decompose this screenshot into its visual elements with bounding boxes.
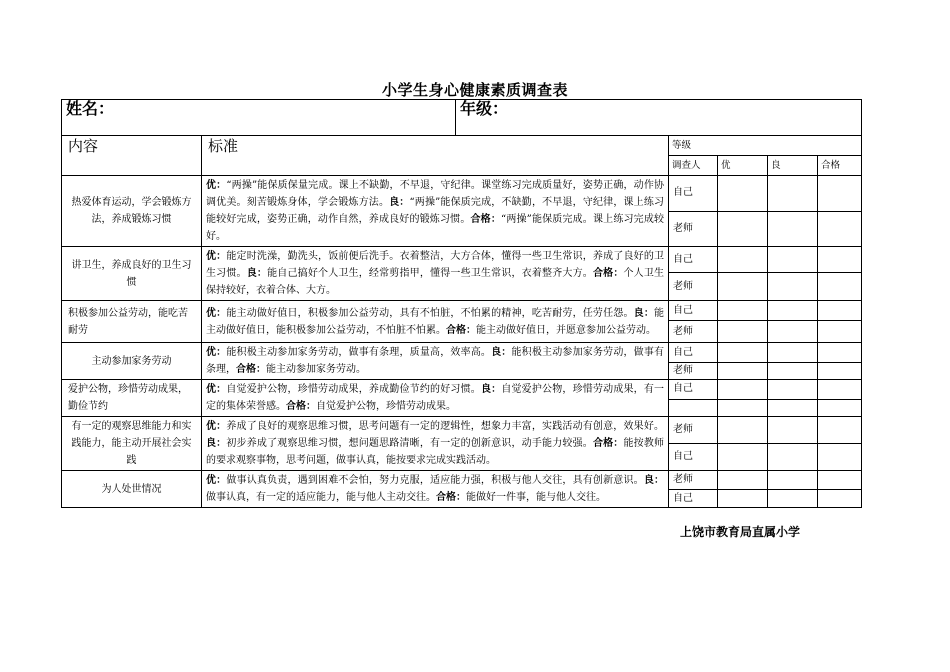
standard-level-key: 优： [206,475,227,486]
standard-text: 初步养成了观察思维习惯，想问题思路清晰，有一定的创新意识，动手能力较强。 [226,438,593,449]
standard-text: 能定时洗澡，勤洗头，饭前便后洗手。衣着整洁，大方合体，懂得一些卫生常识，养成了良好的卫生习惯。 [206,251,665,279]
grade-good-cell[interactable] [768,273,818,301]
grade-pass-cell[interactable] [818,399,862,416]
grade-pass-cell[interactable] [818,380,862,400]
grade-good-cell[interactable] [768,380,818,400]
standard-level-key: 合格： [592,268,624,279]
standard-cell [202,380,669,417]
grade-pass-cell[interactable] [818,363,862,380]
table-row [62,176,862,212]
standard-level-key: 优： [206,421,227,432]
survey-table [61,99,862,508]
grade-excellent-cell[interactable] [718,363,768,380]
content-cell: 有一定的观察思维能力和实践能力，能主动开展社会实践 [62,417,202,471]
grade-excellent-header: 优 [718,156,768,176]
content-header: 内容 [62,136,202,176]
standard-level-key: 优： [206,347,227,358]
standard-level-key: 良： [633,307,655,319]
standard-level-key: 合格： [286,401,316,412]
grade-good-cell[interactable] [768,176,818,212]
standard-cell [202,247,669,301]
investigator-cell: 自己 [669,343,718,363]
standard-cell [202,417,669,471]
grade-field[interactable]: 年级： [456,100,862,136]
standard-level-key: 优： [206,180,227,191]
grade-pass-cell[interactable] [818,247,862,273]
table-row [62,417,862,444]
content-cell: 主动参加家务劳动 [62,343,202,380]
grade-excellent-cell[interactable] [718,247,768,273]
grade-excellent-cell[interactable] [718,380,768,400]
grade-excellent-cell[interactable] [718,176,768,212]
investigator-cell: 老师 [669,321,718,343]
content-cell: 讲卫生，养成良好的卫生习惯 [62,247,202,301]
table-row [62,301,862,321]
grade-good-cell[interactable] [768,417,818,444]
grade-pass-cell[interactable] [818,211,862,247]
grade-excellent-cell[interactable] [718,444,768,471]
grade-excellent-cell[interactable] [718,301,768,321]
page-title: 小学生身心健康素质调查表 [381,81,568,99]
investigator-cell: 老师 [669,417,718,444]
standard-level-key: 优： [206,307,227,319]
standard-text: 自觉爱护公物，珍惜劳动成果，养成勤俭节约的好习惯。 [226,384,481,395]
grade-pass-cell[interactable] [818,471,862,490]
grade-good-cell[interactable] [768,490,818,508]
grade-good-cell[interactable] [768,211,818,247]
standard-text: 能积极主动参加家务劳动，做事有条理， [206,347,665,375]
standard-text: 能按教师的要求观察事物，思考问题，做事认真，能按要求完成实践活动。 [206,438,665,466]
investigator-cell: 老师 [669,471,718,490]
grade-pass-header: 合格 [818,156,862,176]
investigator-cell: 自己 [669,247,718,273]
content-cell: 积极参加公益劳动，能吃苦耐劳 [62,301,202,343]
standard-text: 能积极主动参加家务劳动，做事有条理，质量高，效率高。 [226,347,492,358]
grade-pass-cell[interactable] [818,343,862,363]
standard-cell [202,176,669,247]
grade-pass-cell[interactable] [818,176,862,212]
investigator-cell: 老师 [669,273,718,301]
standard-text: 自觉爱护公物，珍惜劳动成果。 [316,401,456,412]
standard-level-key: 合格： [236,364,266,375]
grade-pass-cell[interactable] [818,444,862,471]
grade-excellent-cell[interactable] [718,273,768,301]
grade-pass-cell[interactable] [818,321,862,343]
standard-text: 养成了良好的观察思维习惯，思考问题有一定的逻辑性，想象力丰富，实践活动有创意，效果好。 [226,421,665,432]
content-cell: 爱护公物，珍惜劳动成果，勤俭节约 [62,380,202,417]
grade-pass-cell[interactable] [818,417,862,444]
name-field[interactable]: 姓名： [62,100,456,136]
standard-text: 能主动参加家务劳动。 [266,364,366,375]
standard-text: “两操”能保质完成，不缺勤，不早退，守纪律，课上练习能较好完成，姿势正确，动作自然，养成良好的锻炼习惯。 [206,197,665,225]
grade-excellent-cell[interactable] [718,490,768,508]
investigator-cell: 自己 [669,444,718,471]
standard-level-key: 良： [491,347,512,358]
content-cell: 为人处世情况 [62,471,202,508]
investigator-cell: 自己 [669,301,718,321]
grade-excellent-cell[interactable] [718,343,768,363]
grade-excellent-cell[interactable] [718,471,768,490]
grade-excellent-cell[interactable] [718,321,768,343]
table-row [62,343,862,363]
table-row [62,380,862,400]
standard-level-key: 优： [206,251,227,262]
standard-text: 能主动做好值日，并愿意参加公益劳动。 [476,324,656,336]
investigator-cell: 老师 [669,211,718,247]
standard-level-key: 良： [480,384,502,395]
investigator-cell: 自己 [669,380,718,400]
grade-pass-cell[interactable] [818,490,862,508]
standard-level-key: 优： [206,384,227,395]
investigator-cell [669,399,718,416]
standard-cell [202,471,669,508]
standard-text: 能做好一件事，能与他人交往。 [466,492,606,503]
standard-level-key: 合格： [446,324,476,336]
investigator-cell: 自己 [669,176,718,212]
standard-text: 个人卫生保持较好，衣着合体、大方。 [206,268,665,296]
investigator-cell: 自己 [669,490,718,508]
standard-text: 做事认真，有一定的适应能力，能与他人主动交往。 [206,492,436,503]
standard-text: “两操”能保质完成。课上练习完成较好。 [206,214,665,242]
standard-text: 能自己搞好个人卫生，经常剪指甲，懂得一些卫生常识，衣着整齐大方。 [267,268,593,279]
grade-excellent-cell[interactable] [718,417,768,444]
grade-good-cell[interactable] [768,471,818,490]
content-cell: 热爱体育运动，学会锻炼方法，养成锻炼习惯 [62,176,202,247]
standard-level-key: 合格： [592,438,624,449]
grade-good-cell[interactable] [768,247,818,273]
level-header: 等级 [669,136,862,156]
table-row [62,471,862,490]
standard-text: 自觉爱护公物，珍惜劳动成果，有一定的集体荣誉感。 [206,384,665,412]
investigator-header: 调查人 [669,156,718,176]
grade-good-header: 良 [768,156,818,176]
grade-good-cell[interactable] [768,444,818,471]
grade-pass-cell[interactable] [818,301,862,321]
standard-level-key: 合格： [436,492,466,503]
standard-text: “两操”能保质保量完成。课上不缺勤，不早退，守纪律。课堂练习完成质量好，姿势正确，动作协调优美。刻苦锻炼身体，学会锻炼方法。 [206,180,665,208]
standard-cell [202,301,669,343]
standard-cell [202,343,669,380]
standard-level-key: 合格： [470,214,502,225]
standard-level-key: 良： [643,475,665,486]
table-row [62,247,862,273]
grade-good-cell[interactable] [768,301,818,321]
standard-text: 做事认真负责，遇到困难不会怕，努力克服，适应能力强，积极与他人交往，具有创新意识。 [226,475,644,486]
grade-good-cell[interactable] [768,343,818,363]
standard-level-key: 良： [389,197,410,208]
grade-pass-cell[interactable] [818,273,862,301]
school-name: 上饶市教育局直属小学 [680,525,801,539]
standard-text: 能主动做好值日，积极参加公益劳动，具有不怕脏，不怕累的精神，吃苦耐劳，任劳任怨。 [226,307,634,319]
standard-header: 标准 [202,136,669,176]
standard-level-key: 良： [206,438,227,449]
grade-excellent-cell[interactable] [718,211,768,247]
grade-good-cell[interactable] [768,321,818,343]
grade-good-cell[interactable] [768,399,818,416]
investigator-cell: 老师 [669,363,718,380]
standard-level-key: 良： [246,268,268,279]
grade-good-cell[interactable] [768,363,818,380]
standard-text: 能主动做好值日，能积极参加公益劳动，不怕脏不怕累。 [206,307,665,336]
grade-excellent-cell[interactable] [718,399,768,416]
